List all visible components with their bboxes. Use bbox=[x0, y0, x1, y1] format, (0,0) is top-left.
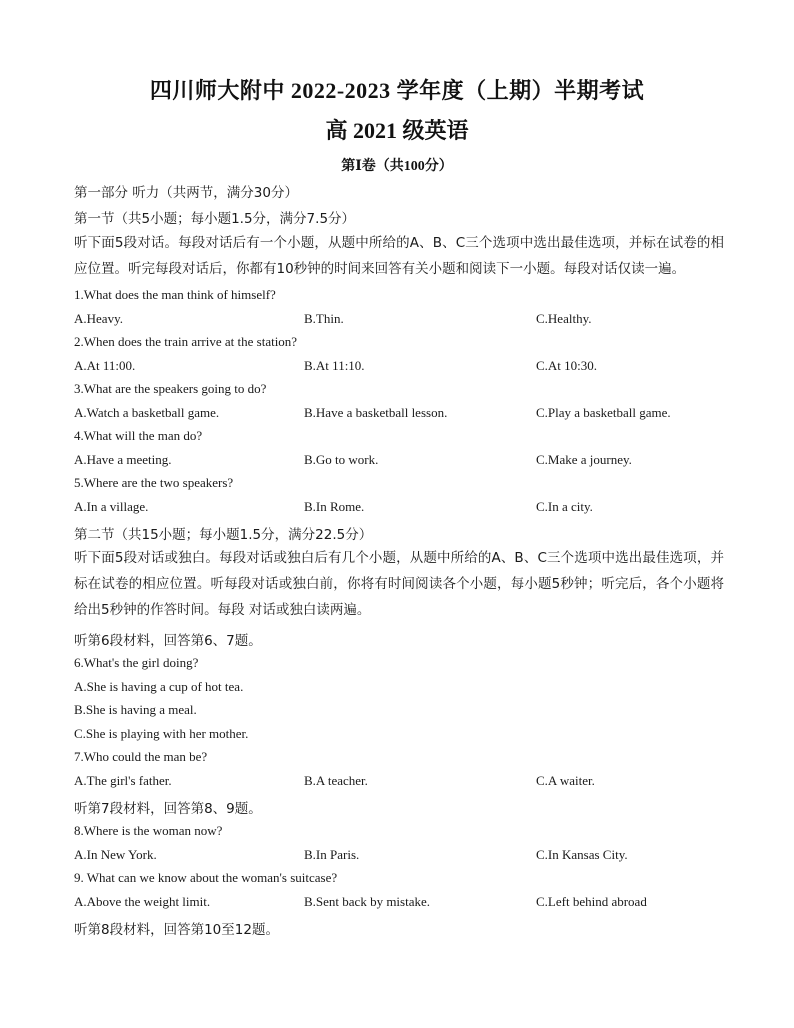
option-9a: A.Above the weight limit. bbox=[74, 894, 211, 909]
option-9c: C.Left behind abroad bbox=[536, 894, 647, 909]
exam-subtitle: 高 2021 级英语 bbox=[325, 118, 469, 143]
section2-instructions: 听下面5段对话或独白。每段对话或独白后有几个小题，从题中所给的A、B、C三个选项中选出最佳选项，并标在试卷的相应位置。听每段对话或独白前，你将有时间阅读各个小题，每小题5秒钟；听完后，各个小题将给出5秒钟的作答时间。每段 对话或独白读两遍。 bbox=[74, 550, 724, 618]
option-7a: A.The girl's father. bbox=[74, 773, 172, 788]
option-1b: B.Thin. bbox=[304, 311, 344, 326]
option-3c: C.Play a basketball game. bbox=[536, 405, 671, 420]
option-4a: A.Have a meeting. bbox=[74, 452, 172, 467]
question-1: 1.What does the man think of himself? bbox=[74, 287, 276, 302]
option-2c: C.At 10:30. bbox=[536, 358, 598, 373]
section1-instructions: 听下面5段对话。每段对话后有一个小题，从题中所给的A、B、C三个选项中选出最佳选项，并标在试卷的相应位置。听完每段对话后，你都有10秒钟的时间来回答有关小题和阅读下一小题。每段对话仅读一遍。 bbox=[74, 235, 724, 277]
volume-heading: 第Ⅰ卷（共100分） bbox=[341, 159, 453, 174]
option-1a: A.Heavy. bbox=[74, 311, 123, 326]
material-7-heading: 听第7段材料，回答第8、9题。 bbox=[74, 801, 262, 817]
option-2a: A.At 11:00. bbox=[74, 358, 136, 373]
question-8: 8.Where is the woman now? bbox=[74, 823, 223, 838]
question-6: 6.What's the girl doing? bbox=[74, 655, 199, 670]
option-1c: C.Healthy. bbox=[536, 311, 592, 326]
option-8b: B.In Paris. bbox=[304, 847, 360, 862]
option-7b: B.A teacher. bbox=[304, 773, 368, 788]
option-6c: C.She is playing with her mother. bbox=[74, 726, 249, 741]
question-3: 3.What are the speakers going to do? bbox=[74, 381, 267, 396]
option-8a: A.In New York. bbox=[74, 847, 157, 862]
option-5a: A.In a village. bbox=[74, 499, 149, 514]
option-5c: C.In a city. bbox=[536, 499, 593, 514]
option-6a: A.She is having a cup of hot tea. bbox=[74, 679, 244, 694]
question-4: 4.What will the man do? bbox=[74, 428, 203, 443]
part1-heading: 第一部分 听力（共两节，满分30分） bbox=[74, 185, 298, 201]
option-4c: C.Make a journey. bbox=[536, 452, 632, 467]
option-4b: B.Go to work. bbox=[304, 452, 379, 467]
option-3a: A.Watch a basketball game. bbox=[74, 405, 220, 420]
option-9b: B.Sent back by mistake. bbox=[304, 894, 431, 909]
option-7c: C.A waiter. bbox=[536, 773, 595, 788]
question-5: 5.Where are the two speakers? bbox=[74, 475, 234, 490]
option-8c: C.In Kansas City. bbox=[536, 847, 628, 862]
option-5b: B.In Rome. bbox=[304, 499, 365, 514]
exam-title: 四川师大附中 2022-2023 学年度（上期）半期考试 bbox=[149, 78, 645, 103]
question-2: 2.When does the train arrive at the station? bbox=[74, 334, 298, 349]
section2-heading: 第二节（共15小题；每小题1.5分，满分22.5分） bbox=[74, 527, 373, 543]
option-3b: B.Have a basketball lesson. bbox=[304, 405, 448, 420]
question-7: 7.Who could the man be? bbox=[74, 749, 208, 764]
question-9: 9. What can we know about the woman's suitcase? bbox=[74, 870, 338, 885]
option-6b: B.She is having a meal. bbox=[74, 702, 197, 717]
section1-heading: 第一节（共5小题；每小题1.5分，满分7.5分） bbox=[74, 211, 356, 227]
material-6-heading: 听第6段材料，回答第6、7题。 bbox=[74, 633, 262, 649]
option-2b: B.At 11:10. bbox=[304, 358, 365, 373]
material-8-heading: 听第8段材料，回答第10至12题。 bbox=[74, 922, 279, 938]
